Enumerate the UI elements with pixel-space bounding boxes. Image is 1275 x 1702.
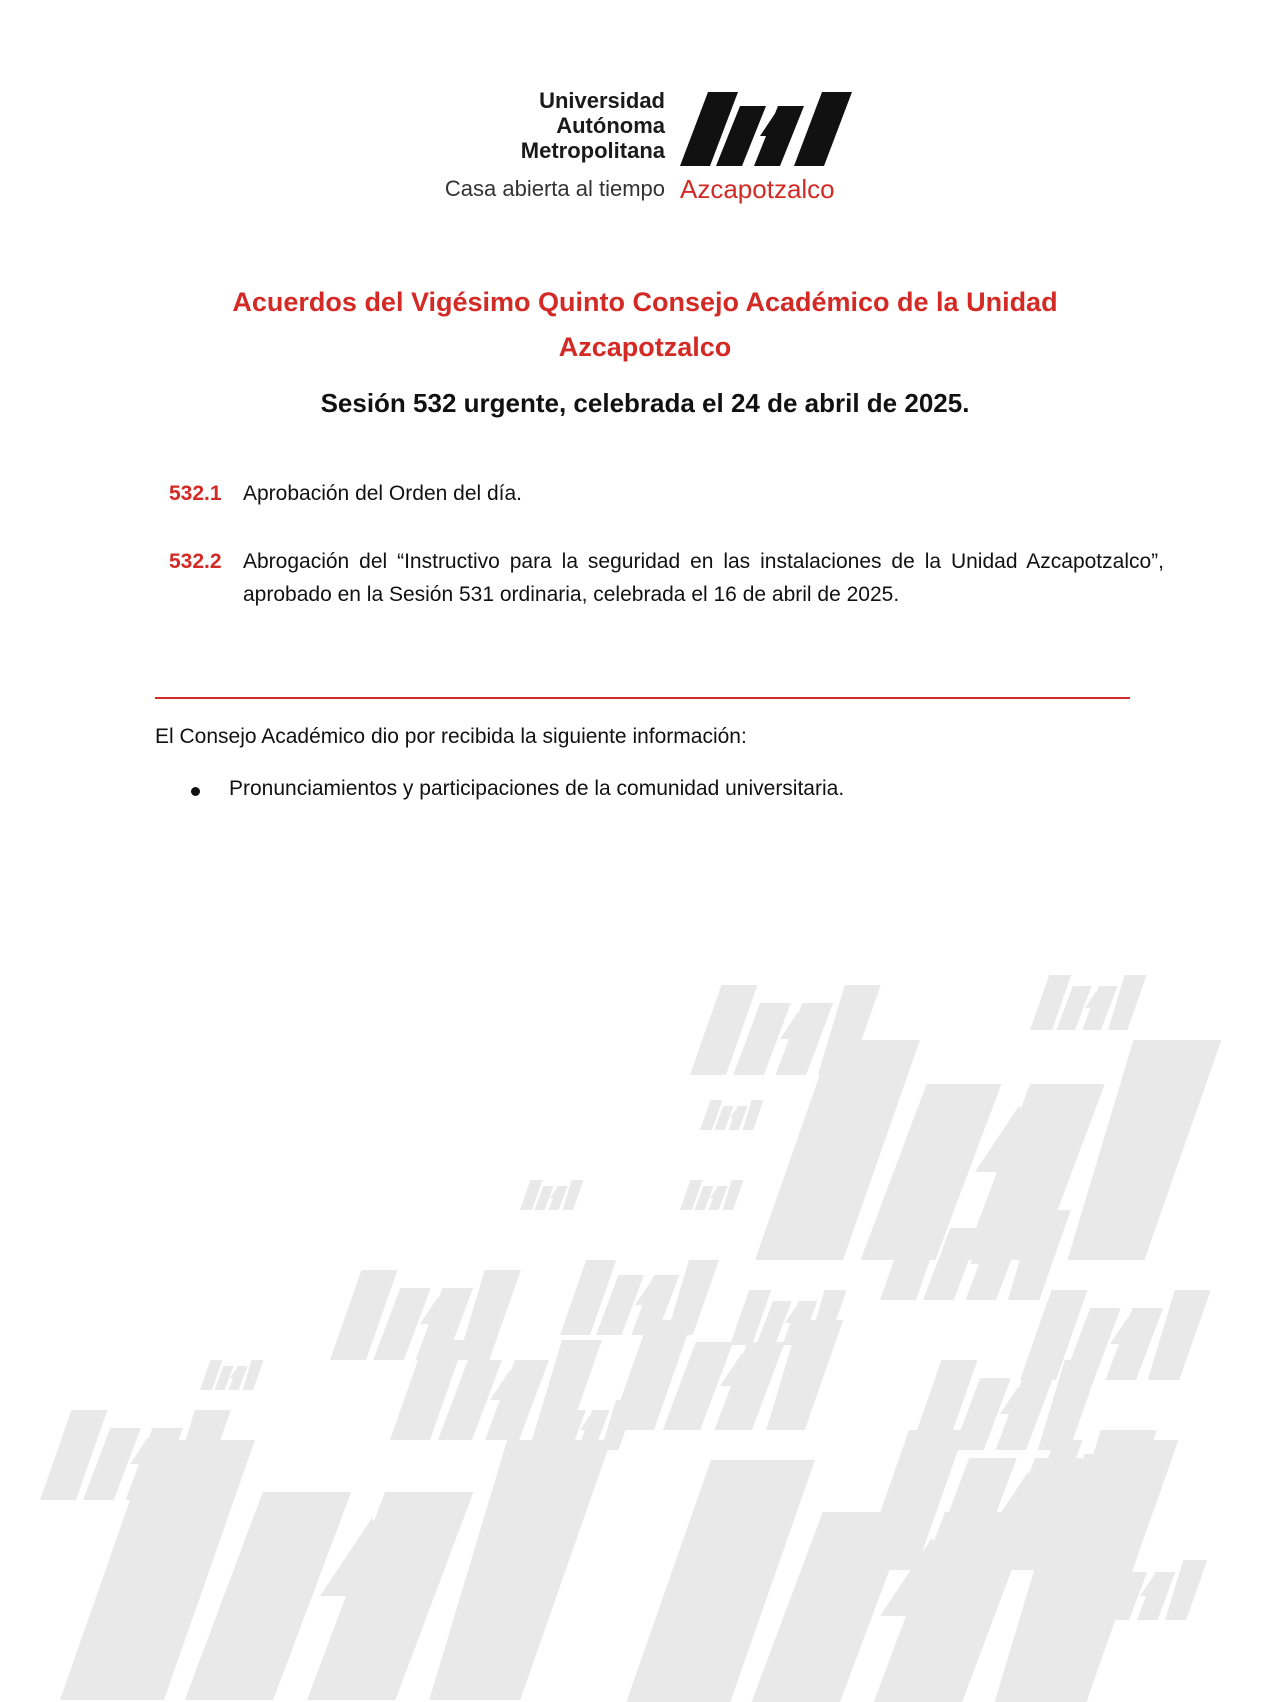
campus-name: Azcapotzalco	[680, 174, 835, 204]
institution-line-3: Metropolitana	[520, 138, 665, 163]
info-list	[155, 777, 844, 801]
agreement-text: Abrogación del “Instructivo para la seguridad en las instalaciones de la Unidad Azcapotzalco”, aprobado en la Sesión 531 ordinaria, celebrada el 16 de abril de 2025.	[243, 550, 1164, 606]
institution-tagline: Casa abierta al tiempo	[444, 176, 665, 201]
agreement-number: 532.2	[169, 550, 222, 573]
session-subtitle: Sesión 532 urgente, celebrada el 24 de abril de 2025.	[320, 388, 970, 418]
institution-logo	[395, 88, 875, 208]
title-line-1: Acuerdos del Vigésimo Quinto Consejo Académico de la Unidad	[232, 287, 1058, 317]
agreement-item	[169, 477, 1164, 510]
info-intro: El Consejo Académico dio por recibida la siguiente información:	[155, 725, 747, 748]
institution-line-1: Universidad	[539, 88, 665, 113]
title-line-2: Azcapotzalco	[558, 332, 732, 362]
list-item-text: Pronunciamientos y participaciones de la comunidad universitaria.	[229, 777, 845, 800]
institution-name	[521, 88, 665, 163]
list-item	[155, 777, 844, 801]
document-title	[195, 280, 1095, 370]
agreement-number: 532.1	[169, 482, 222, 505]
agreement-item	[169, 545, 1164, 611]
section-divider	[155, 697, 1130, 699]
uam-logo-icon	[680, 92, 855, 166]
institution-line-2: Autónoma	[556, 113, 665, 138]
agreement-text: Aprobación del Orden del día.	[243, 482, 523, 505]
bullet-icon	[191, 787, 200, 796]
